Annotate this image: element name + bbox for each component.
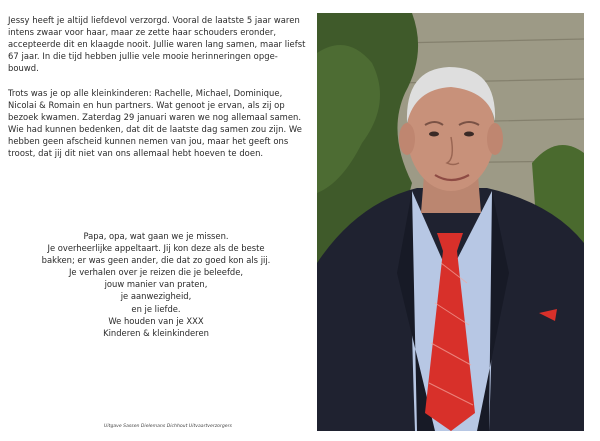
poem-line: bakken; er was geen ander, die dat zo goed kon als jij. — [41, 255, 271, 266]
poem-line: Papa, opa, wat gaan we je missen. — [83, 231, 229, 241]
colophon: Uitgave Sassen Dielemans Dichhout Uitvaartverzorgers — [104, 424, 232, 429]
paragraph-grandchildren: Trots was je op alle kleinkinderen: Rachelle, Michael, Dominique, Nicolai & Romain en hun partners. Wat genoot je ervan, als zij op bezoek kwamen. Zaterdag 29 januari waren we nog allemaal samen. Wie had kunnen bedenken, dat dit de laatste dag samen zou zijn. We hebben geen afscheid kunnen nemen van jou, maar het geeft ons troost, dat jij dit niet van ons allemaal hebt hoeven te doen. — [8, 87, 302, 159]
portrait-photo-icon — [317, 13, 584, 431]
closing-signature: Kinderen & kleinkinderen — [103, 327, 209, 338]
poem — [8, 230, 304, 339]
portrait-photo — [317, 13, 584, 431]
poem-line: Je verhalen over je reizen die je beleefde, — [68, 267, 244, 278]
obituary-text — [8, 14, 306, 171]
poem-line: je aanwezigheid, — [120, 291, 192, 302]
poem-line: Je overheerlijke appeltaart. Jij kon deze als de beste — [47, 243, 265, 254]
closing-love: We houden van je XXX — [108, 315, 204, 326]
paragraph-care: Jessy heeft je altijd liefdevol verzorgd. Vooral de laatste 5 jaar waren intens zwaar voor haar, maar ze zette haar schouders eronder, accepteerde dit en klaagde nooit. Jullie waren lang samen, maar liefst 67 jaar. In die tijd hebben jullie vele mooie herinneringen opge-bouwd. — [8, 15, 306, 74]
poem-line: jouw manier van praten, — [104, 279, 208, 290]
poem-line: en je liefde. — [131, 303, 181, 314]
